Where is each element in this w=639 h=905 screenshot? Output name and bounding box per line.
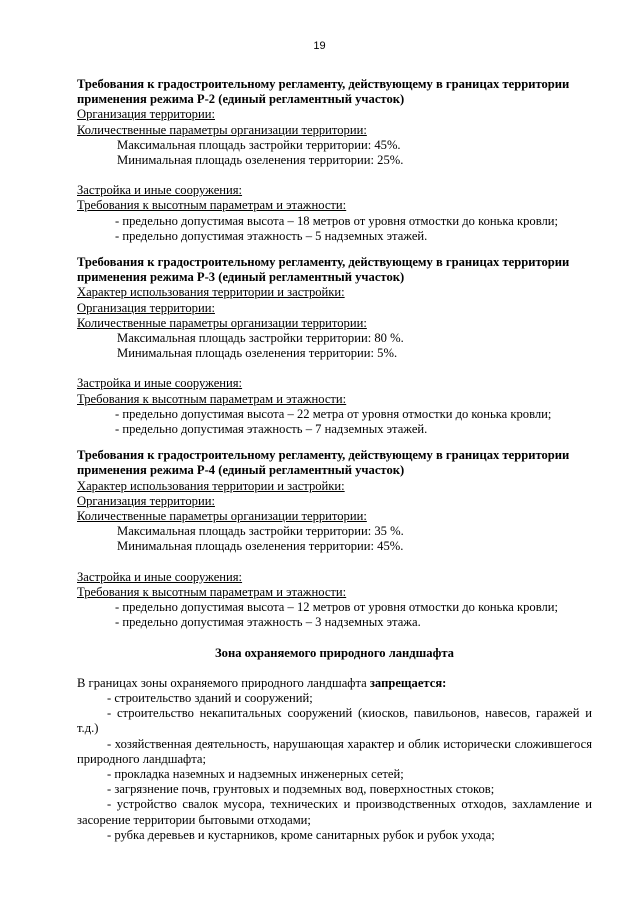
height-limit: - предельно допустимая высота – 22 метра от уровня отмостки до конька кровли; bbox=[115, 406, 552, 421]
zone-item: - устройство свалок мусора, технических и производственных отходов, захламление и засорение территории бытовыми отходами; bbox=[77, 797, 592, 827]
zone-intro-bold: запрещается: bbox=[369, 675, 447, 690]
max-building-area: Максимальная площадь застройки территории: 45%. bbox=[117, 137, 401, 152]
zone-item: - строительство зданий и сооружений; bbox=[107, 690, 313, 705]
zone-item: - рубка деревьев и кустарников, кроме санитарных рубок и рубок ухода; bbox=[107, 827, 495, 842]
min-green-area: Минимальная площадь озеленения территории: 45%. bbox=[117, 539, 404, 554]
quant-label: Количественные параметры организации территории: bbox=[77, 122, 367, 137]
height-limit: - предельно допустимая высота – 12 метров от уровня отмостки до конька кровли; bbox=[115, 600, 559, 615]
max-building-area: Максимальная площадь застройки территории: 35 %. bbox=[117, 524, 404, 539]
zone-section bbox=[77, 646, 592, 843]
zone-item: - прокладка наземных и надземных инженерных сетей; bbox=[107, 766, 404, 781]
zone-item: - загрязнение почв, грунтовых и подземных вод, поверхностных стоков; bbox=[107, 782, 495, 797]
min-green-area: Минимальная площадь озеленения территории: 5%. bbox=[117, 346, 398, 361]
zone-title: Зона охраняемого природного ландшафта bbox=[215, 645, 454, 660]
floors-limit: - предельно допустимая этажность – 3 надземных этажа. bbox=[115, 615, 421, 630]
height-label: Требования к высотным параметрам и этажности: bbox=[77, 198, 347, 213]
section-r3 bbox=[77, 255, 592, 437]
org-label: Организация территории: bbox=[77, 493, 215, 508]
char-label: Характер использования территории и застройки: bbox=[77, 285, 345, 300]
section-heading: Требования к градостроительному регламенту, действующему в границах территории применения режима Р-4 (единый регламентный участок) bbox=[77, 448, 570, 478]
min-green-area: Минимальная площадь озеленения территории: 25%. bbox=[117, 153, 404, 168]
document-body bbox=[77, 77, 592, 843]
section-heading: Требования к градостроительному регламенту, действующему в границах территории применения режима Р-2 (единый регламентный участок) bbox=[77, 77, 570, 107]
height-limit: - предельно допустимая высота – 18 метров от уровня отмостки до конька кровли; bbox=[115, 213, 559, 228]
section-heading: Требования к градостроительному регламенту, действующему в границах территории применения режима Р-3 (единый регламентный участок) bbox=[77, 255, 570, 285]
org-label: Организация территории: bbox=[77, 107, 215, 122]
height-label: Требования к высотным параметрам и этажности: bbox=[77, 584, 347, 599]
quant-label: Количественные параметры организации территории: bbox=[77, 509, 367, 524]
zone-item: - строительство некапитальных сооружений (киосков, павильонов, навесов, гаражей и т.д.) bbox=[77, 706, 592, 736]
height-label: Требования к высотным параметрам и этажности: bbox=[77, 391, 347, 406]
build-label: Застройка и иные сооружения: bbox=[77, 569, 243, 584]
quant-label: Количественные параметры организации территории: bbox=[77, 315, 367, 330]
section-r2 bbox=[77, 77, 592, 244]
zone-item: - хозяйственная деятельность, нарушающая характер и облик исторически сложившегося природного ландшафта; bbox=[77, 736, 592, 766]
max-building-area: Максимальная площадь застройки территории: 80 %. bbox=[117, 331, 404, 346]
page-number: 19 bbox=[313, 40, 326, 52]
org-label: Организация территории: bbox=[77, 300, 215, 315]
zone-intro bbox=[77, 676, 592, 691]
floors-limit: - предельно допустимая этажность – 7 надземных этажей. bbox=[115, 422, 428, 437]
char-label: Характер использования территории и застройки: bbox=[77, 478, 345, 493]
floors-limit: - предельно допустимая этажность – 5 надземных этажей. bbox=[115, 228, 428, 243]
build-label: Застройка и иные сооружения: bbox=[77, 376, 243, 391]
section-r4 bbox=[77, 448, 592, 630]
build-label: Застройка и иные сооружения: bbox=[77, 183, 243, 198]
zone-intro-text: В границах зоны охраняемого природного ландшафта bbox=[77, 675, 370, 690]
